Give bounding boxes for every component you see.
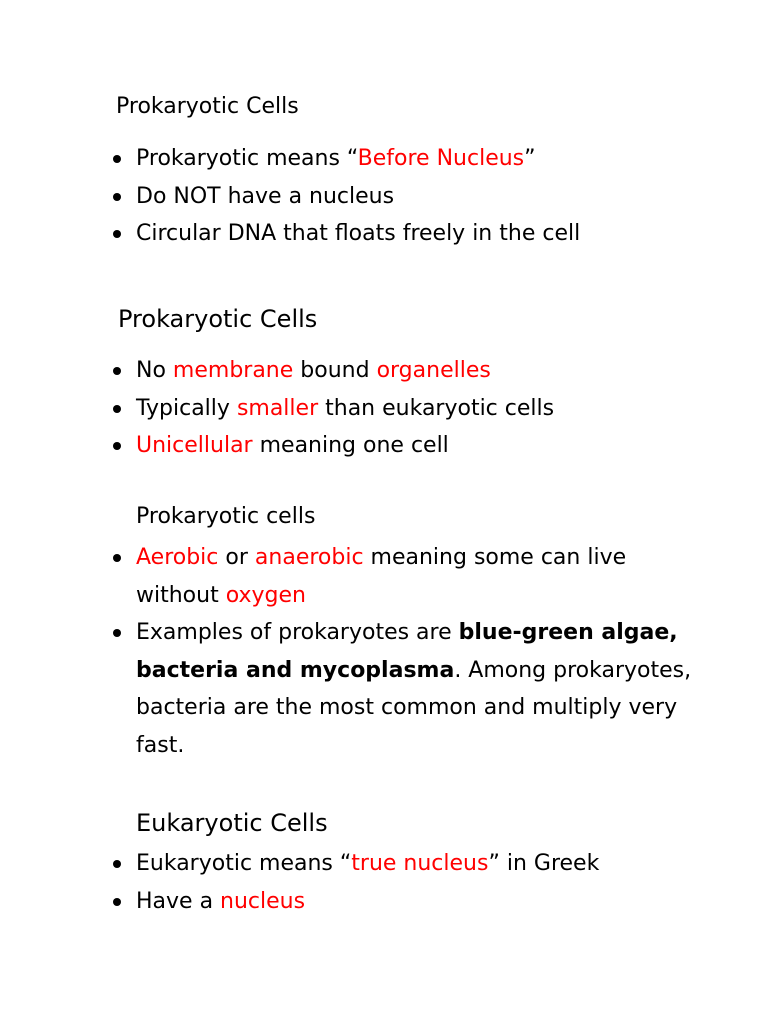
highlight-text: true nucleus <box>351 851 489 876</box>
list-item <box>0 215 696 253</box>
bullet-icon <box>113 629 121 637</box>
highlight-text: smaller <box>236 395 319 421</box>
bullet-text: No <box>136 358 173 383</box>
bullet-text: Eukaryotic means “ <box>136 851 352 876</box>
bullet-text: ” <box>524 146 536 171</box>
bullet-icon <box>113 554 121 562</box>
bullet-text: or <box>218 545 255 570</box>
bullet-text: . Among prokaryotes, bacteria are the most common and multiply very fast. <box>136 657 692 758</box>
highlight-text: membrane <box>172 358 294 383</box>
list-item <box>0 140 696 178</box>
list-item <box>0 427 696 465</box>
bullet-list <box>0 539 696 764</box>
highlight-text: nucleus <box>220 888 306 914</box>
bullet-text: Do NOT have a nucleus <box>136 183 395 209</box>
bullet-icon <box>113 898 121 906</box>
highlight-text: organelles <box>376 358 491 383</box>
section-heading: Prokaryotic Cells <box>116 94 299 119</box>
highlight-text: Before Nucleus <box>357 146 525 171</box>
bullet-icon <box>113 193 121 201</box>
bullet-text: ” in Greek <box>488 851 600 876</box>
list-item <box>0 614 696 764</box>
bullet-list <box>0 140 696 253</box>
list-item <box>0 352 696 390</box>
bullet-list <box>0 352 696 465</box>
highlight-text: anaerobic <box>254 545 364 570</box>
bullet-text: Prokaryotic means “ <box>136 146 358 171</box>
bullet-text: Circular DNA that floats freely in the cell <box>136 221 581 246</box>
bullet-icon <box>113 230 121 238</box>
bullet-text: meaning some can live without <box>136 545 627 608</box>
list-item <box>0 883 696 921</box>
list-item <box>0 845 696 883</box>
bullet-text: bound <box>293 358 377 383</box>
bold-text: blue-green algae, bacteria and mycoplasma <box>136 620 678 683</box>
bullet-text: Typically <box>136 395 237 421</box>
section-heading: Prokaryotic Cells <box>118 305 318 333</box>
bullet-icon <box>113 860 121 868</box>
section-heading: Eukaryotic Cells <box>136 809 328 837</box>
bullet-text: than eukaryotic cells <box>318 395 555 421</box>
list-item <box>0 390 696 428</box>
bullet-list <box>0 845 696 920</box>
list-item <box>0 178 696 216</box>
bullet-text: meaning one cell <box>252 433 449 458</box>
list-item <box>0 539 696 614</box>
bullet-icon <box>113 405 121 413</box>
bullet-icon <box>113 155 121 163</box>
bullet-icon <box>113 367 121 375</box>
highlight-text: Aerobic <box>136 545 219 570</box>
section-heading: Prokaryotic cells <box>136 504 316 529</box>
highlight-text: Unicellular <box>136 433 253 458</box>
bullet-icon <box>113 442 121 450</box>
bullet-text: Examples of prokaryotes are <box>136 620 459 645</box>
highlight-text: oxygen <box>225 582 306 608</box>
bullet-text: Have a <box>136 888 221 914</box>
